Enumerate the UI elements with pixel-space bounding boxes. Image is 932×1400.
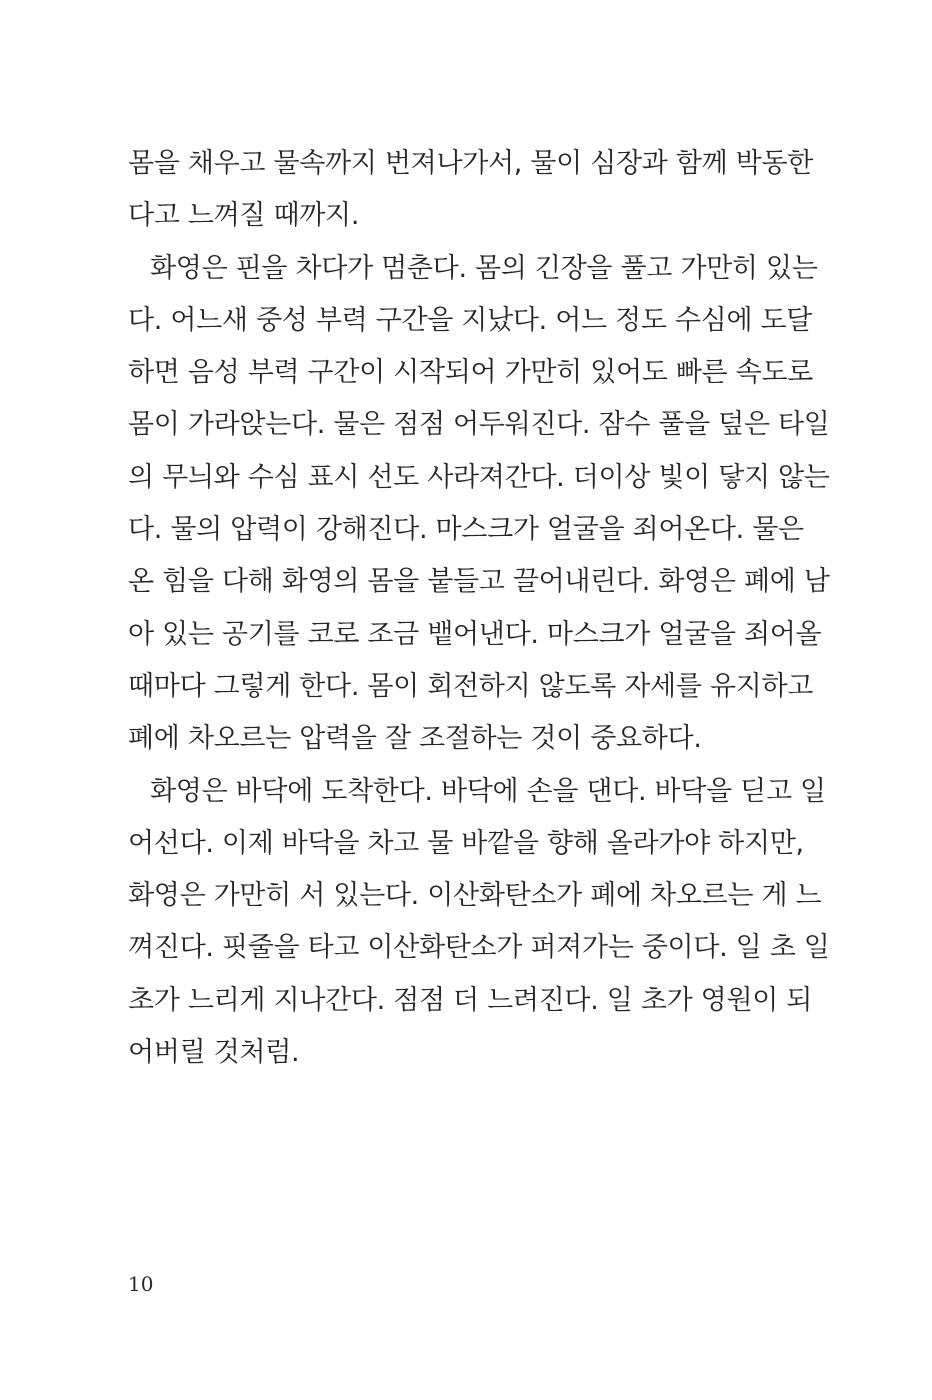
text-line: 몸을 채우고 물속까지 번져나가서, 물이 심장과 함께 박동한 <box>128 148 814 179</box>
text-line: 온 힘을 다해 화영의 몸을 붙들고 끌어내린다. 화영은 폐에 남 <box>128 566 830 598</box>
text-line: 화영은 가만히 서 있는다. 이산화탄소가 폐에 차오르는 게 느 <box>128 880 822 912</box>
text-line: 어버릴 것처럼. <box>128 1037 300 1069</box>
text-line: 아 있는 공기를 코로 조금 뱉어낸다. 마스크가 얼굴을 죄어올 <box>128 618 822 650</box>
text-line: 때마다 그렇게 한다. 몸이 회전하지 않도록 자세를 유지하고 <box>128 670 814 702</box>
text-line: 다고 느껴질 때까지. <box>128 200 360 232</box>
text-line: 어선다. 이제 바닥을 차고 물 바깥을 향해 올라가야 하지만, <box>128 827 804 859</box>
text-line: 몸이 가라앉는다. 물은 점점 어두워진다. 잠수 풀을 덮은 타일 <box>128 409 830 441</box>
text-line: 초가 느리게 지나간다. 점점 더 느려진다. 일 초가 영원이 되 <box>128 984 813 1016</box>
text-line: 화영은 바닥에 도착한다. 바닥에 손을 댄다. 바닥을 딛고 일 <box>150 775 826 807</box>
text-line: 하면 음성 부력 구간이 시작되어 가만히 있어도 빠른 속도로 <box>128 357 814 389</box>
text-line: 다. 물의 압력이 강해진다. 마스크가 얼굴을 죄어온다. 물은 <box>128 514 804 546</box>
page-number: 10 <box>128 1272 154 1296</box>
body-text <box>128 138 830 1079</box>
text-line: 의 무늬와 수심 표시 선도 사라져간다. 더이상 빛이 닿지 않는 <box>128 461 830 493</box>
text-line: 껴진다. 핏줄을 타고 이산화탄소가 퍼져가는 중이다. 일 초 일 <box>128 932 830 964</box>
text-line: 다. 어느새 중성 부력 구간을 지났다. 어느 정도 수심에 도달 <box>128 304 813 336</box>
text-line: 폐에 차오르는 압력을 잘 조절하는 것이 중요하다. <box>128 723 702 755</box>
text-line: 화영은 핀을 차다가 멈춘다. 몸의 긴장을 풀고 가만히 있는 <box>150 252 818 284</box>
